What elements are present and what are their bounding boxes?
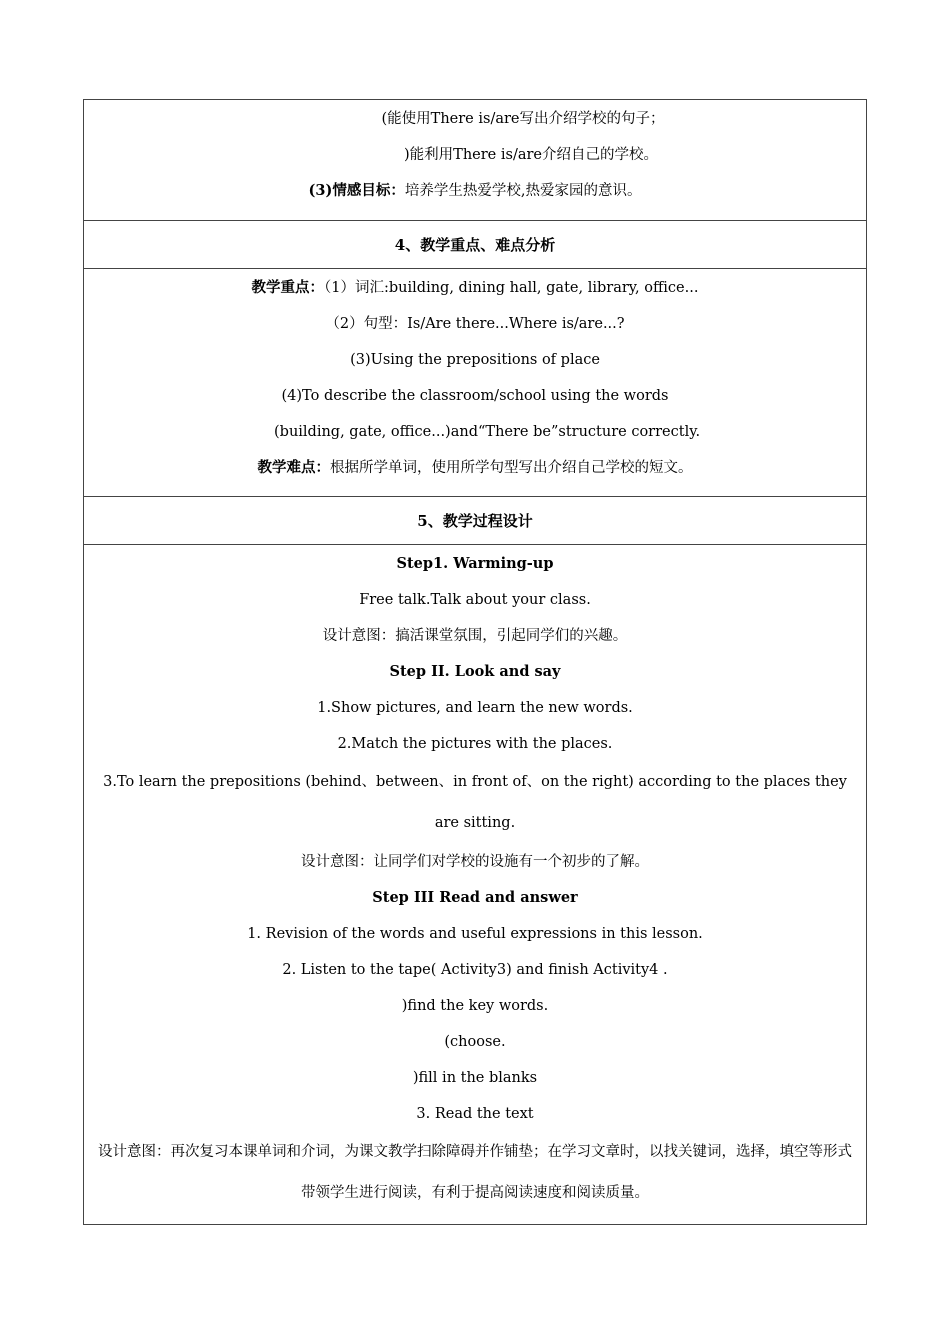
section-5-header: 5、教学过程设计 — [84, 496, 866, 544]
step3-intent: 设计意图：再次复习本课单词和介词，为课文教学扫除障碍并作铺垫；在学习文章时，以找关键词，选择，填空等形式带领学生进行阅读，有利于提高阅读速度和阅读质量。 — [98, 1144, 852, 1201]
focus-line-4: (4)To describe the classroom/school using the words — [281, 388, 669, 404]
section-4-header: 4、教学重点、难点分析 — [84, 220, 866, 268]
step3-line-2: 2. Listen to the tape( Activity3) and finish Activity4 . — [282, 962, 668, 978]
teaching-process-cell — [84, 544, 866, 1224]
step1-title: Step1. Warming-up — [396, 555, 554, 572]
difficulty-line — [84, 450, 866, 486]
emotion-text: 培养学生热爱学校,热爱家园的意识。 — [404, 183, 642, 199]
step1-line-1: Free talk.Talk about your class. — [359, 592, 591, 608]
step2-line-2: 2.Match the pictures with the places. — [337, 736, 613, 752]
step3-line-3: )find the key words. — [401, 998, 549, 1014]
emotion-objective — [84, 173, 866, 209]
difficulty-text: 根据所学单词，使用所学句型写出介绍自己学校的短文。 — [330, 460, 693, 476]
step2-line-3: 3.To learn the prepositions (behind、between、in front of、on the right) according to the places they are sitting. — [103, 774, 847, 831]
step2-line-1: 1.Show pictures, and learn the new words. — [317, 700, 633, 716]
step1-intent: 设计意图：搞活课堂氛围，引起同学们的兴趣。 — [322, 628, 628, 644]
objective-line-2: )能利用There is/are介绍自己的学校。 — [404, 147, 658, 163]
step3-line-5: )fill in the blanks — [412, 1070, 538, 1086]
focus-difficulty-cell — [84, 268, 866, 496]
emotion-label: (3)情感目标： — [308, 182, 405, 199]
step3-line-4: (choose. — [444, 1034, 506, 1050]
step2-intent: 设计意图：让同学们对学校的设施有一个初步的了解。 — [301, 854, 649, 870]
difficulty-label: 教学难点： — [257, 459, 330, 476]
focus-line-5: (building, gate, office...)and“There be”structure correctly. — [274, 424, 701, 440]
objectives-cell — [84, 100, 866, 220]
focus-vocab: （1）词汇:building, dining hall, gate, library, office... — [324, 280, 699, 296]
lesson-plan-table — [83, 99, 867, 1225]
step3-title: Step III Read and answer — [372, 889, 578, 906]
step3-line-1: 1. Revision of the words and useful expressions in this lesson. — [247, 926, 703, 942]
focus-label: 教学重点： — [251, 279, 325, 296]
step3-line-6: 3. Read the text — [416, 1106, 534, 1122]
objective-line-1: (能使用There is/are写出介绍学校的句子； — [381, 111, 665, 127]
focus-line-1 — [84, 270, 866, 306]
step2-title: Step II. Look and say — [389, 663, 561, 680]
focus-line-2: （2）句型：Is/Are there...Where is/are...? — [325, 316, 625, 332]
focus-line-3: (3)Using the prepositions of place — [350, 352, 600, 368]
